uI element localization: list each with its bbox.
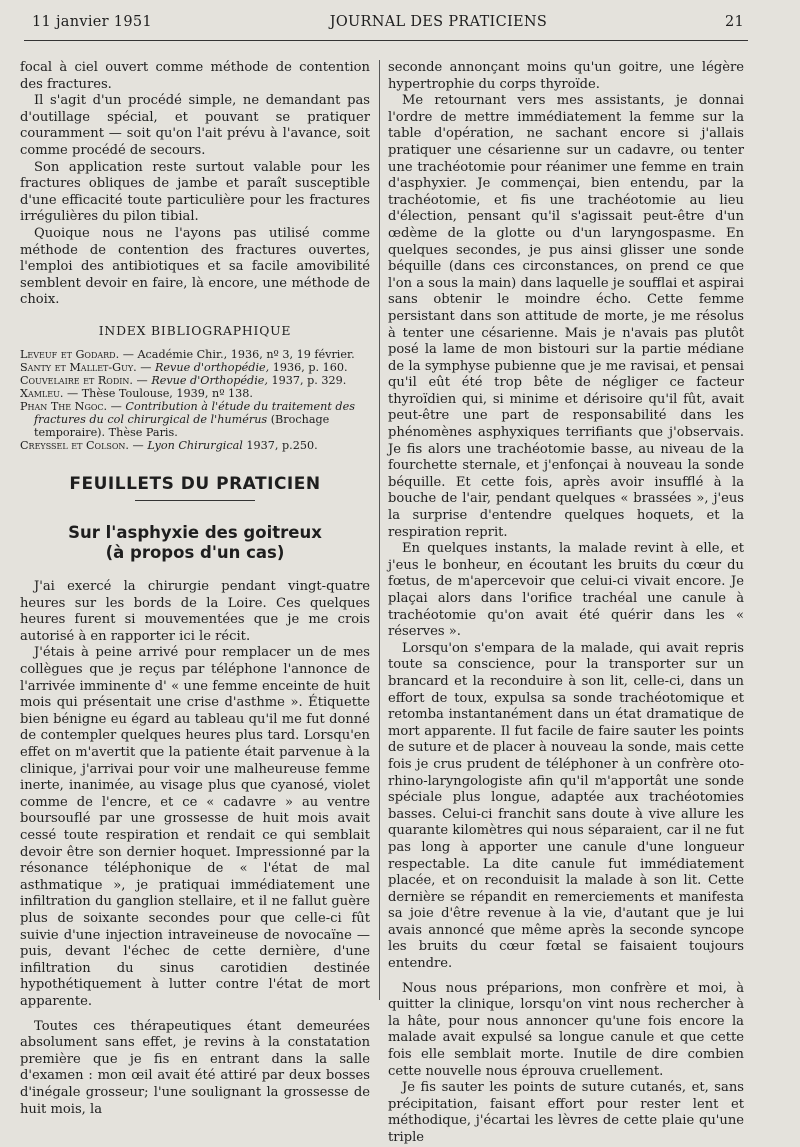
header-rule <box>24 40 748 41</box>
article-subtitle-line: (à propos d'un cas) <box>105 543 285 563</box>
article-title <box>20 523 370 563</box>
bibliography-list <box>20 348 370 452</box>
header-date: 11 janvier 1951 <box>32 14 152 30</box>
paragraph: Nous nous préparions, mon confrère et moi, à quitter la clinique, lorsqu'on vint nous rechercher à la hâte, pour nous annoncer qu'une fois encore la malade avait expulsé sa longue canule et que cette fois elle semblait morte. Inutile de dire combien cette nouvelle nous éprouva cruellement. <box>388 980 744 1079</box>
bibliography-entry: Phan The Ngoc. — Contribution à l'étude du traitement des fractures du col chirurgical de l'humérus (Brochage temporaire). Thèse Paris. <box>20 399 355 439</box>
paragraph: Il s'agit d'un procédé simple, ne demandant pas d'outillage spécial, et pouvant se pratiquer couramment — soit qu'on l'ait prévu à l'avance, soit comme procédé de secours. <box>20 93 370 158</box>
section-title: FEUILLETS DU PRATICIEN <box>69 473 321 494</box>
article-title-line: Sur l'asphyxie des goitreux <box>68 523 322 543</box>
page-header <box>32 14 744 40</box>
paragraph: seconde annonçant moins qu'un goitre, une légère hypertrophie du corps thyroïde. <box>388 60 744 92</box>
paragraph: Son application reste surtout valable pour les fractures obliques de jambe et paraît susceptible d'une efficacité toute particulière pour les fractures irrégulières du pilon tibial. <box>20 159 370 225</box>
column-divider <box>379 60 380 1000</box>
header-page-number: 21 <box>724 14 744 30</box>
bibliography-entry: Santy et Mallet-Guy. — Revue d'orthopédie, 1936, p. 160. <box>20 360 348 374</box>
bibliography-entry: Xamleu. — Thèse Toulouse, 1939, nº 138. <box>20 386 253 400</box>
paragraph: J'étais à peine arrivé pour remplacer un de mes collègues que je reçus par téléphone l'annonce de l'arrivée imminente d' « une femme enceinte de huit mois qui présentait une crise d'asthme ». Étiquette bien bénigne eu égard au tableau qu'il me fut donné de contempler quelques heures plus tard. Lorsqu'en effet on m'avertit que la patiente était parvenue à la clinique, j'arrivai pour voir une malheureuse femme inerte, inanimée, au visage plus que cyanosé, violet comme de l'encre, et ce « cadavre » au ventre boursouflé par une grossesse de huit mois avait cessé toute respiration et rendait ce qui semblait devoir être son dernier hoquet. Impressionné par la résonance téléphonique de « l'état de mal asthmatique », je pratiquai immédiatement une infiltration du ganglion stellaire, et il ne fallut guère plus de soixante secondes pour que celle-ci fût suivie d'une injection intraveineuse de novocaïne — puis, devant l'échec de cette dernière, d'une infiltration du sinus carotidien destinée hypothétiquement à lutter contre l'état de mort apparente. <box>20 645 370 1009</box>
paragraph: En quelques instants, la malade revint à elle, et j'eus le bonheur, en écoutant les bruits du cœur du fœtus, de m'apercevoir que celui-ci vivait encore. Je plaçai alors dans l'orifice trachéal une canule à trachéotomie qu'on avait été quérir dans les « réserves ». <box>388 541 744 640</box>
bibliography-title: INDEX BIBLIOGRAPHIQUE <box>98 322 292 338</box>
bibliography-entry: Creyssel et Colson. — Lyon Chirurgical 1937, p.250. <box>20 438 318 452</box>
bibliography-entry: Couvelaire et Rodin. — Revue d'Orthopédie, 1937, p. 329. <box>20 373 347 387</box>
bibliography-entry: Leveuf et Godard. — Académie Chir., 1936, nº 3, 19 février. <box>20 347 355 361</box>
paragraph: Lorsqu'on s'empara de la malade, qui avait repris toute sa conscience, pour la transporter sur un brancard et la reconduire à son lit, celle-ci, dans un effort de toux, expulsa sa sonde trachéotomique et retomba instantanément dans un état dramatique de mort apparente. Il fut facile de faire sauter les points de suture et de placer à nouveau la sonde, mais cette fois je crus prudent de téléphoner à un confrère oto-rhino-laryngologiste afin qu'il m'apportât une sonde spéciale plus longue, adaptée aux trachéotomies basses. Celui-ci franchit sans doute à vive allure les quarante kilomètres qui nous séparaient, car il ne fut pas long à apporter une canule d'une longueur respectable. La dite canule fut immédiatement placée, et on reconduisit la malade à son lit. Cette dernière se répandit en remerciements et manifesta sa joie d'être revenue à la vie, d'autant que je lui avais annoncé que même après la seconde syncope les bruits du cœur fœtal se faisaient toujours entendre. <box>388 640 744 972</box>
header-journal-title: JOURNAL DES PRATICIENS <box>329 14 548 30</box>
paragraph: J'ai exercé la chirurgie pendant vingt-quatre heures sur les bords de la Loire. Ces quelques heures furent si mouvementées que je me crois autorisé à en rapporter ici le récit. <box>20 579 370 644</box>
paragraph: focal à ciel ouvert comme méthode de contention des fractures. <box>20 60 370 92</box>
right-column <box>388 60 744 1147</box>
paragraph: Toutes ces thérapeutiques étant demeurées absolument sans effet, je revins à la constatation première que je fis en entrant dans la salle d'examen : mon œil avait été attiré par deux bosses d'inégale grosseur; l'une soulignant la grossesse de huit mois, la <box>20 1018 370 1117</box>
left-column <box>20 60 370 1118</box>
paragraph: Me retournant vers mes assistants, je donnai l'ordre de mettre immédiatement la femme sur la table d'opération, ne sachant encore si j'allais pratiquer une césarienne sur un cadavre, ou tenter une trachéotomie pour réanimer une femme en train d'asphyxier. Je commençai, bien entendu, par la trachéotomie, et fis une trachéotomie au lieu d'élection, pensant qu'il s'agissait peut-être d'un œdème de la glotte ou d'un laryngospasme. En quelques secondes, je pus ainsi glisser une sonde béquille (dans ces circonstances, on prend ce que l'on a sous la main) dans laquelle je soufflai et aspirai sans obtenir le moindre écho. Cette femme persistant dans son attitude de morte, je me résolus à tenter une césarienne. Mais je n'avais pas plutôt posé la lame de mon bistouri sur la partie médiane de la symphyse pubienne que je me ravisai, et pensai qu'il eût été trop bête de négliger ce facteur thyroïdien qui, si minime et dérisoire qu'il fût, avait peut-être une part de responsabilité dans les phénomènes asphyxiques terrifiants que j'observais. Je fis alors une trachéotomie basse, au niveau de la fourchette sternale, et j'enfonçai à nouveau la sonde béquille. Et cette fois, après avoir insufflé à la bouche de l'air, pendant quelques « brassées », j'eus la surprise d'entendre quelques hoquets, et la respiration reprit. <box>388 93 744 540</box>
paragraph: Je fis sauter les points de suture cutanés, et, sans précipitation, faisant effort pour rester lent et méthodique, j'écartai les lèvres de cette plaie qu'une triple <box>388 1080 744 1145</box>
section-rule <box>135 500 255 501</box>
paragraph: Quoique nous ne l'ayons pas utilisé comme méthode de contention des fractures ouvertes, l'emploi des antibiotiques et sa facile amovibilité semblent devoir en faire, là encore, une méthode de choix. <box>20 225 370 308</box>
